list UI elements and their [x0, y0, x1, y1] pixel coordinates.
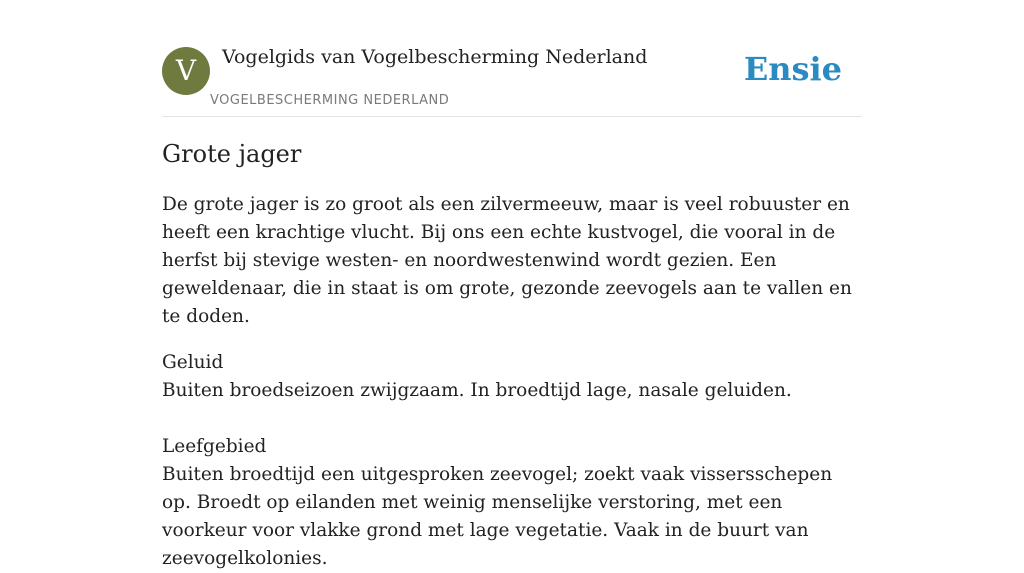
section-text: Buiten broedtijd een uitgesproken zeevogel; zoekt vaak vissersschepen op. Broedt op eilanden met weinig menselijke verstoring, met een voorkeur voor vlakke grond met lage vegetatie. Vaak in de buurt van zeevogelkolonies.	[162, 464, 833, 569]
entry-content	[162, 138, 862, 573]
ensie-logo[interactable]: Ensie	[743, 50, 842, 88]
avatar[interactable]: V	[162, 47, 210, 95]
section-leefgebied	[162, 433, 862, 573]
publisher-name[interactable]: VOGELBESCHERMING NEDERLAND	[210, 93, 450, 108]
entry-intro: De grote jager is zo groot als een zilvermeeuw, maar is veel robuuster en heeft een krachtige vlucht. Bij ons een echte kustvogel, die vooral in de herfst bij stevige westen- en noordwestenwind wordt gezien. Een geweldenaar, die in staat is om grote, gezonde zeevogels aan te vallen en te doden.	[162, 194, 852, 327]
entry-title: Grote jager	[162, 140, 302, 168]
source-title[interactable]: Vogelgids van Vogelbescherming Nederland	[222, 46, 648, 68]
source-header	[162, 0, 862, 117]
section-geluid	[162, 349, 862, 405]
section-heading: Geluid	[162, 352, 224, 373]
section-text: Buiten broedseizoen zwijgzaam. In broedtijd lage, nasale geluiden.	[162, 380, 792, 401]
section-heading: Leefgebied	[162, 436, 267, 457]
